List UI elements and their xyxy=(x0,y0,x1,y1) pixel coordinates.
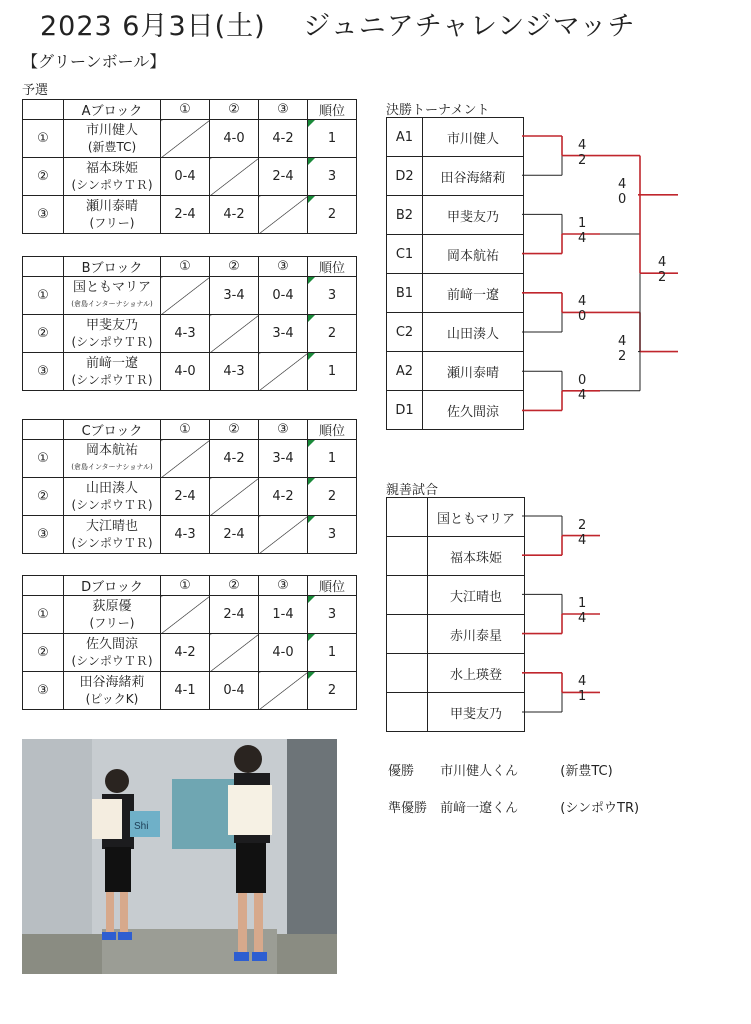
header-col: ③ xyxy=(259,576,308,596)
player-name: 国ともマリア xyxy=(72,279,151,295)
header-col: ② xyxy=(210,257,259,277)
seed-label: D1 xyxy=(387,391,423,430)
player-affiliation: (新豊TC) xyxy=(87,139,137,154)
score-cell: 4-0 xyxy=(161,353,210,391)
friendly-player: 甲斐友乃 xyxy=(428,693,525,732)
player-name: 岡本航祐 xyxy=(85,442,138,458)
bracket-score: 1 xyxy=(578,216,587,231)
player-name: 甲斐友乃 xyxy=(85,317,138,333)
bracket-score: 4 xyxy=(618,176,627,192)
seed-label: B2 xyxy=(387,196,423,235)
player-affiliation: (シンポウＴＲ) xyxy=(71,535,153,550)
bracket-score: 2 xyxy=(578,517,587,533)
seed-label: B1 xyxy=(387,274,423,313)
result-title: 優勝 xyxy=(388,764,415,779)
bracket-score: 0 xyxy=(578,372,587,388)
bracket-score: 4 xyxy=(578,387,587,403)
player-name: 田谷海緒莉 xyxy=(79,674,145,690)
tournament-player: 山田湊人 xyxy=(423,313,524,352)
row-number: ① xyxy=(23,596,64,634)
player-affiliation: (シンポウＴＲ) xyxy=(71,653,153,668)
row-number: ② xyxy=(23,478,64,516)
player-affiliation: (シンポウＴＲ) xyxy=(71,497,153,512)
score-cell: 4-3 xyxy=(210,353,259,391)
bracket-score: 4 xyxy=(578,231,587,246)
bracket-score: 4 xyxy=(578,137,587,153)
bracket-score: 1 xyxy=(578,689,587,705)
score-cell: 3-4 xyxy=(259,440,308,478)
score-cell: 4-1 xyxy=(161,672,210,710)
score-cell: 2-4 xyxy=(210,596,259,634)
prelim-label: 予選 xyxy=(22,83,49,98)
header-col: ③ xyxy=(259,257,308,277)
player-name: 荻原優 xyxy=(92,598,132,614)
player-affiliation: (フリー) xyxy=(89,215,135,230)
header-col: 順位 xyxy=(308,576,357,596)
certificate-text: Shi xyxy=(134,821,149,832)
tournament-player: 瀬川泰晴 xyxy=(423,352,524,391)
seed-label: A1 xyxy=(387,118,423,157)
rank-cell: 3 xyxy=(308,516,357,554)
bracket-score: 4 xyxy=(578,532,587,548)
score-cell: 2-4 xyxy=(161,478,210,516)
score-cell: 4-2 xyxy=(259,120,308,158)
row-number: ② xyxy=(23,315,64,353)
player-name: 山田湊人 xyxy=(85,480,138,496)
player-name: 瀬川泰晴 xyxy=(85,198,138,214)
score-cell: 3-4 xyxy=(210,277,259,315)
block-name: Bブロック xyxy=(64,257,161,277)
score-cell: 2-4 xyxy=(259,158,308,196)
result-runner-up xyxy=(388,797,639,816)
header-col: ③ xyxy=(259,100,308,120)
friendly-player: 水上瑛登 xyxy=(428,654,525,693)
result-name: 市川健人くん xyxy=(440,764,519,779)
score-cell: 4-2 xyxy=(210,440,259,478)
rank-cell: 3 xyxy=(308,158,357,196)
score-cell: 2-4 xyxy=(161,196,210,234)
rank-cell: 3 xyxy=(308,596,357,634)
score-cell: 4-3 xyxy=(161,315,210,353)
rank-cell: 2 xyxy=(308,478,357,516)
result-winner xyxy=(388,760,613,779)
bracket-score: 0 xyxy=(618,191,627,207)
header-col: ③ xyxy=(259,420,308,440)
row-number: ③ xyxy=(23,672,64,710)
rank-cell: 1 xyxy=(308,440,357,478)
score-cell: 1-4 xyxy=(259,596,308,634)
player-name: 大江晴也 xyxy=(85,518,138,534)
header-col: ① xyxy=(161,420,210,440)
bracket-score: 2 xyxy=(578,152,587,168)
row-number: ① xyxy=(23,120,64,158)
rank-cell: 3 xyxy=(308,277,357,315)
friendly-player: 大江晴也 xyxy=(428,576,525,615)
tournament-player: 佐久間涼 xyxy=(423,391,524,430)
bracket-score: 0 xyxy=(578,309,587,325)
header-col: 順位 xyxy=(308,100,357,120)
rank-cell: 1 xyxy=(308,120,357,158)
row-number: ① xyxy=(23,277,64,315)
score-cell: 4-0 xyxy=(210,120,259,158)
row-number: ② xyxy=(23,158,64,196)
player-affiliation: (倉島インターナショナル) xyxy=(71,462,153,471)
rank-cell: 1 xyxy=(308,353,357,391)
friendly-player: 赤川泰星 xyxy=(428,615,525,654)
block-name: Cブロック xyxy=(64,420,161,440)
result-title: 準優勝 xyxy=(388,801,428,816)
seed-label: C1 xyxy=(387,235,423,274)
bracket-score: 4 xyxy=(578,611,587,626)
score-cell: 0-4 xyxy=(210,672,259,710)
header-col: ② xyxy=(210,420,259,440)
player-affiliation: (シンポウＴＲ) xyxy=(71,177,153,192)
rank-cell: 2 xyxy=(308,196,357,234)
score-cell: 0-4 xyxy=(259,277,308,315)
bracket-score: 1 xyxy=(578,596,587,611)
result-team: (シンポウTR) xyxy=(560,801,640,816)
row-number: ① xyxy=(23,440,64,478)
score-cell: 2-4 xyxy=(210,516,259,554)
player-affiliation: (倉島インターナショナル) xyxy=(71,299,153,308)
player-name: 佐久間涼 xyxy=(85,636,138,652)
row-number: ③ xyxy=(23,196,64,234)
friendly-label: 親善試合 xyxy=(386,483,439,498)
block-name: Aブロック xyxy=(64,100,161,120)
tournament-player: 甲斐友乃 xyxy=(423,196,524,235)
bracket-score: 4 xyxy=(658,255,667,271)
tournament-player: 田谷海緒莉 xyxy=(423,157,524,196)
score-cell: 4-2 xyxy=(259,478,308,516)
player-affiliation: (フリー) xyxy=(89,615,135,630)
score-cell: 4-3 xyxy=(161,516,210,554)
player-name: 前﨑一遼 xyxy=(85,355,138,371)
header-col: ② xyxy=(210,100,259,120)
tournament-player: 前﨑一遼 xyxy=(423,274,524,313)
tournament-player: 岡本航祐 xyxy=(423,235,524,274)
player-name: 市川健人 xyxy=(85,122,138,138)
header-col: 順位 xyxy=(308,420,357,440)
bracket-score: 2 xyxy=(658,270,667,286)
rank-cell: 2 xyxy=(308,315,357,353)
row-number: ③ xyxy=(23,516,64,554)
score-cell: 3-4 xyxy=(259,315,308,353)
award-photo xyxy=(22,739,337,974)
block-name: Dブロック xyxy=(64,576,161,596)
friendly-player: 福本珠姫 xyxy=(428,537,525,576)
result-team: (新豊TC) xyxy=(560,764,613,779)
seed-label: D2 xyxy=(387,157,423,196)
player-name: 福本珠姫 xyxy=(85,160,138,176)
friendly-player: 国ともマリア xyxy=(428,498,525,537)
bracket-score: 4 xyxy=(578,674,587,690)
seed-label: C2 xyxy=(387,313,423,352)
player-affiliation: (シンポウＴＲ) xyxy=(71,372,153,387)
header-col: ① xyxy=(161,257,210,277)
tournament-player: 市川健人 xyxy=(423,118,524,157)
score-cell: 4-0 xyxy=(259,634,308,672)
score-cell: 4-2 xyxy=(210,196,259,234)
bracket-score: 4 xyxy=(618,333,627,349)
header-col: 順位 xyxy=(308,257,357,277)
bracket-score: 2 xyxy=(618,348,627,364)
rank-cell: 2 xyxy=(308,672,357,710)
header-col: ① xyxy=(161,100,210,120)
row-number: ② xyxy=(23,634,64,672)
player-affiliation: (ピックK) xyxy=(85,691,139,706)
score-cell: 4-2 xyxy=(161,634,210,672)
score-cell: 0-4 xyxy=(161,158,210,196)
category-heading: 【グリーンボール】 xyxy=(22,52,166,71)
rank-cell: 1 xyxy=(308,634,357,672)
header-col: ② xyxy=(210,576,259,596)
tournament-label: 決勝トーナメント xyxy=(386,103,490,118)
result-name: 前﨑一遼くん xyxy=(440,801,519,816)
header-col: ① xyxy=(161,576,210,596)
player-affiliation: (シンポウＴＲ) xyxy=(71,334,153,349)
row-number: ③ xyxy=(23,353,64,391)
bracket-score: 4 xyxy=(578,294,587,310)
page-title: 2023 6月3日(土) ジュニアチャレンジマッチ xyxy=(40,11,636,42)
seed-label: A2 xyxy=(387,352,423,391)
